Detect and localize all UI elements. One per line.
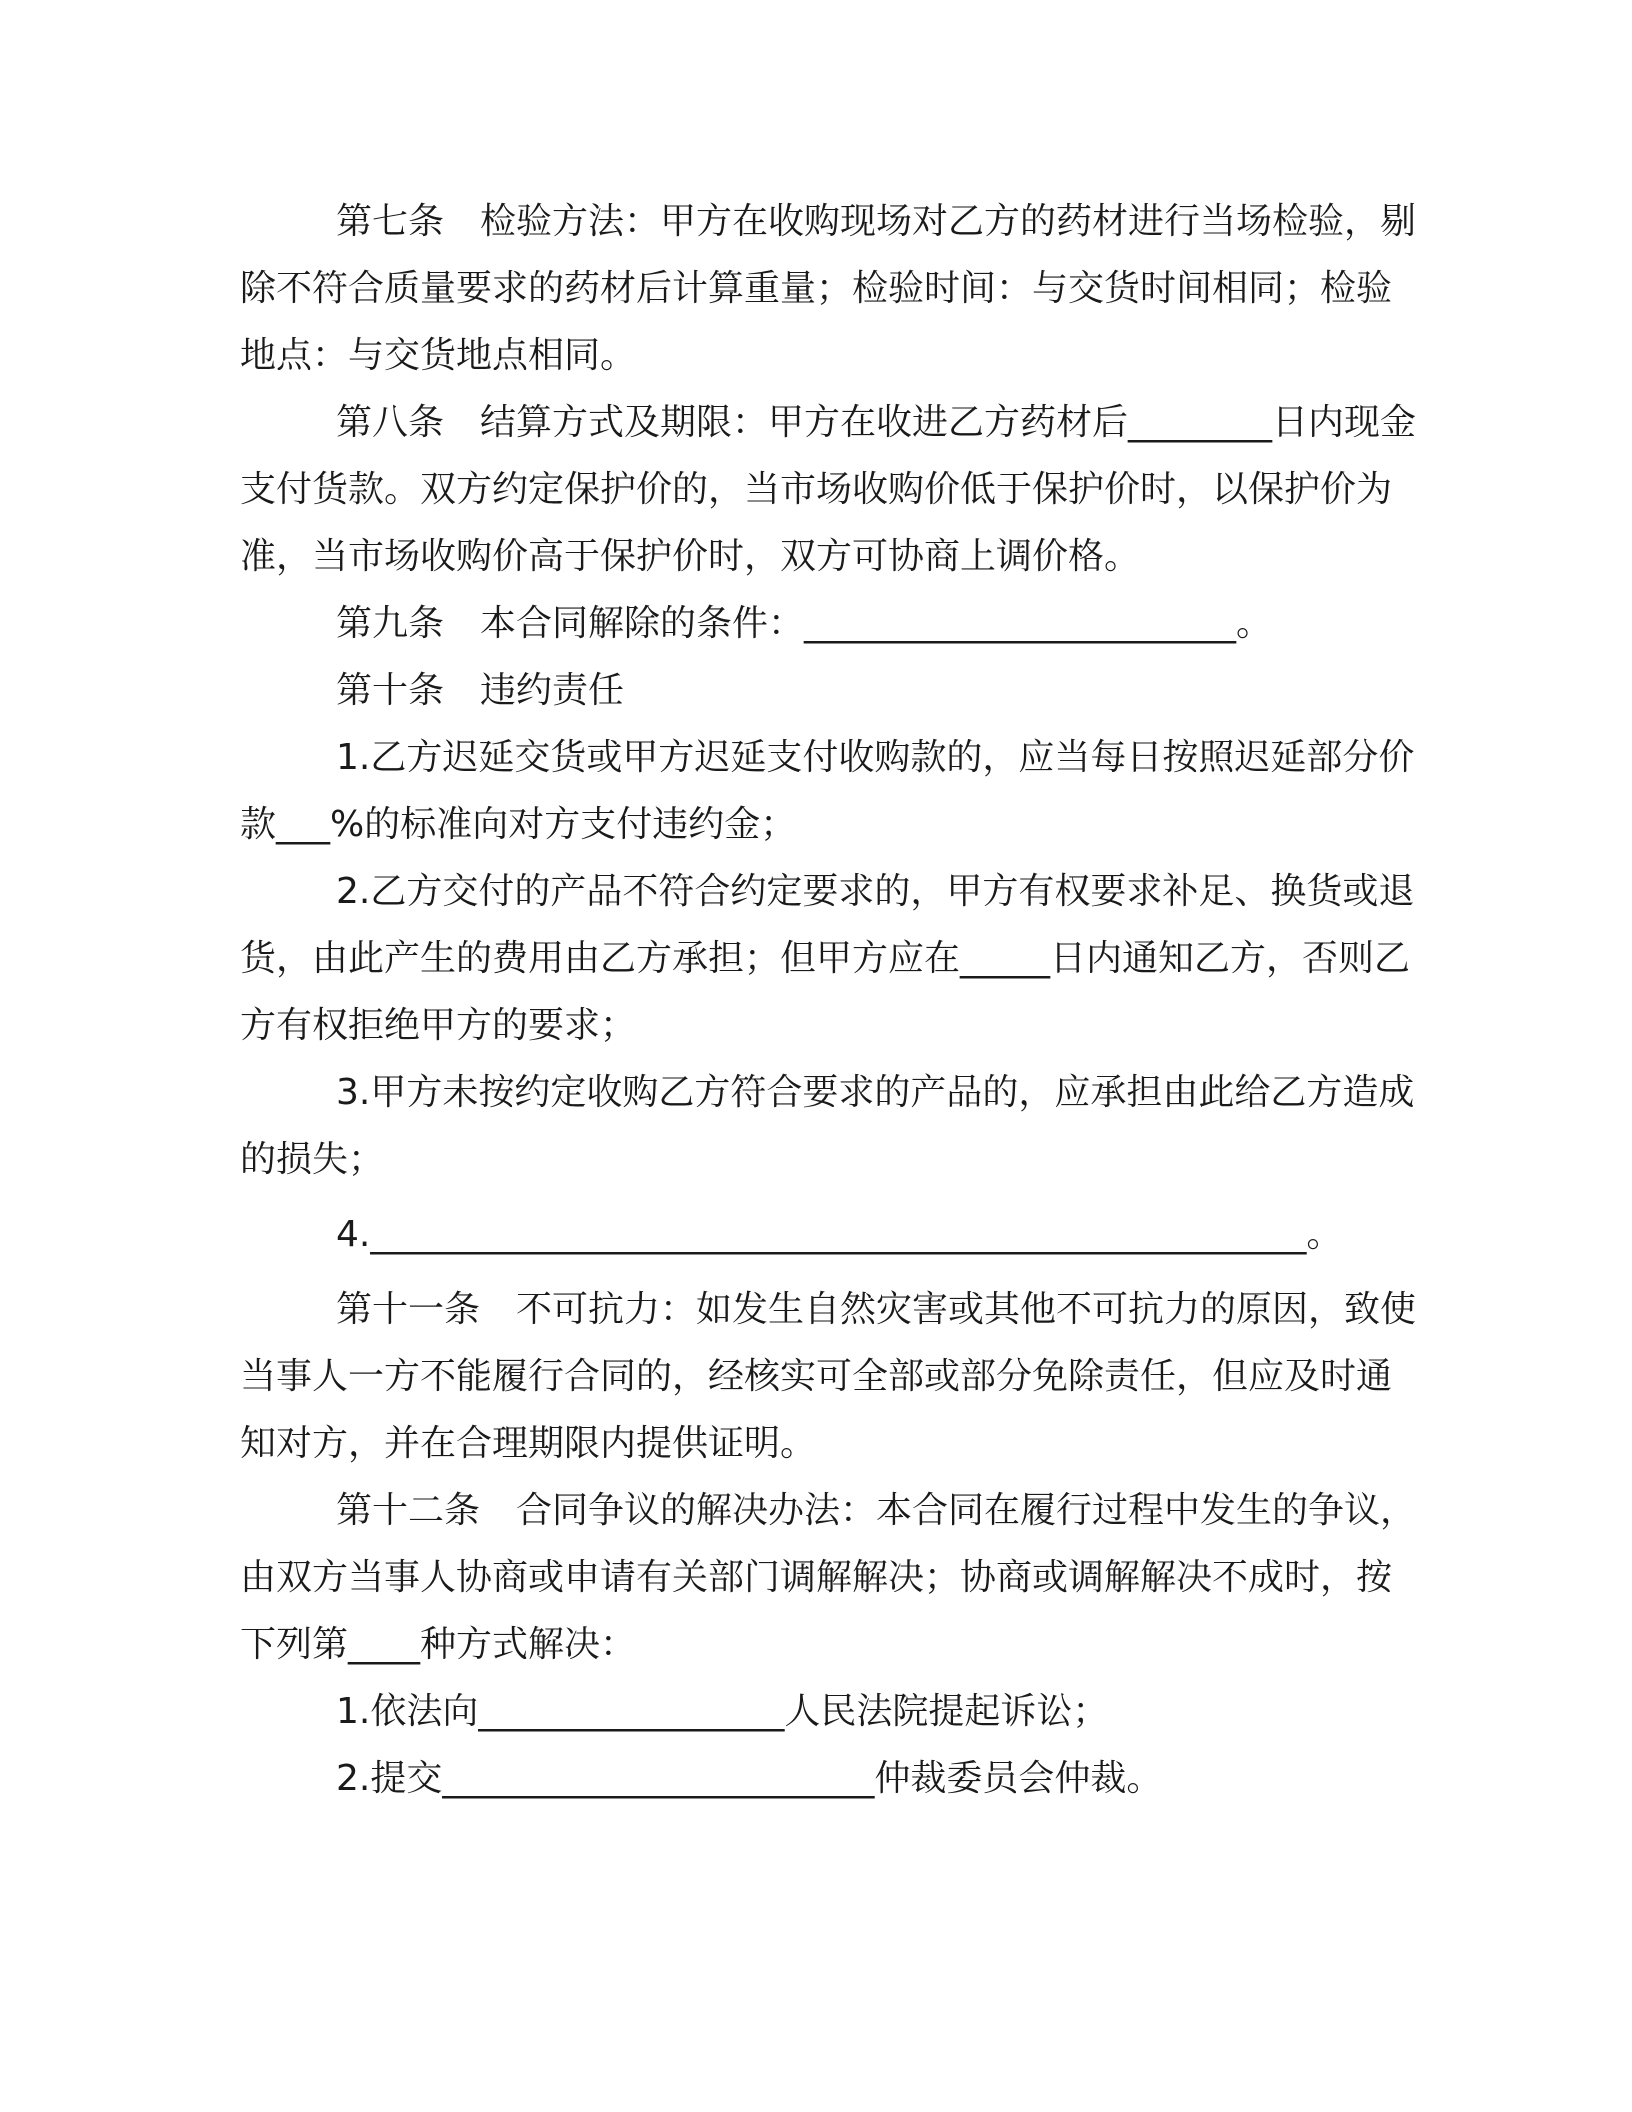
liability-clause-1: 1.乙方迟延交货或甲方迟延支付收购款的，应当每日按照迟延部分价款___%的标准向对方支付违约金；	[240, 737, 1415, 845]
article-10-liability-heading: 第十条 违约责任	[336, 670, 625, 711]
dispute-option-2-arbitration: 2.提交________________________仲裁委员会仲裁。	[336, 1758, 1163, 1799]
dispute-option-1-litigation: 1.依法向_________________人民法院提起诉讼；	[336, 1691, 1109, 1732]
liability-clause-3: 3.甲方未按约定收购乙方符合要求的产品的，应承担由此给乙方造成的损失；	[240, 1072, 1415, 1180]
article-9-termination: 第九条 本合同解除的条件：________________________。	[336, 603, 1273, 644]
article-8-settlement: 第八条 结算方式及期限：甲方在收进乙方药材后________日内现金支付货款。双方约定保护价的，当市场收购价低于保护价时，以保护价为准，当市场收购价高于保护价时，双方可协商上调价格。	[240, 402, 1417, 577]
liability-clause-4: 4.____________________________________________________。	[336, 1214, 1343, 1255]
liability-clause-2: 2.乙方交付的产品不符合约定要求的，甲方有权要求补足、换货或退货，由此产生的费用由乙方承担；但甲方应在_____日内通知乙方，否则乙方有权拒绝甲方的要求；	[240, 871, 1415, 1046]
article-7-inspection: 第七条 检验方法：甲方在收购现场对乙方的药材进行当场检验，剔除不符合质量要求的药材后计算重量；检验时间：与交货时间相同；检验地点：与交货地点相同。	[240, 201, 1417, 376]
document-body	[240, 188, 1420, 1812]
article-12-dispute-resolution: 第十二条 合同争议的解决办法：本合同在履行过程中发生的争议，由双方当事人协商或申请有关部门调解解决；协商或调解解决不成时，按下列第____种方式解决：	[240, 1490, 1417, 1665]
article-11-force-majeure: 第十一条 不可抗力：如发生自然灾害或其他不可抗力的原因，致使当事人一方不能履行合同的，经核实可全部或部分免除责任，但应及时通知对方，并在合理期限内提供证明。	[240, 1289, 1417, 1464]
